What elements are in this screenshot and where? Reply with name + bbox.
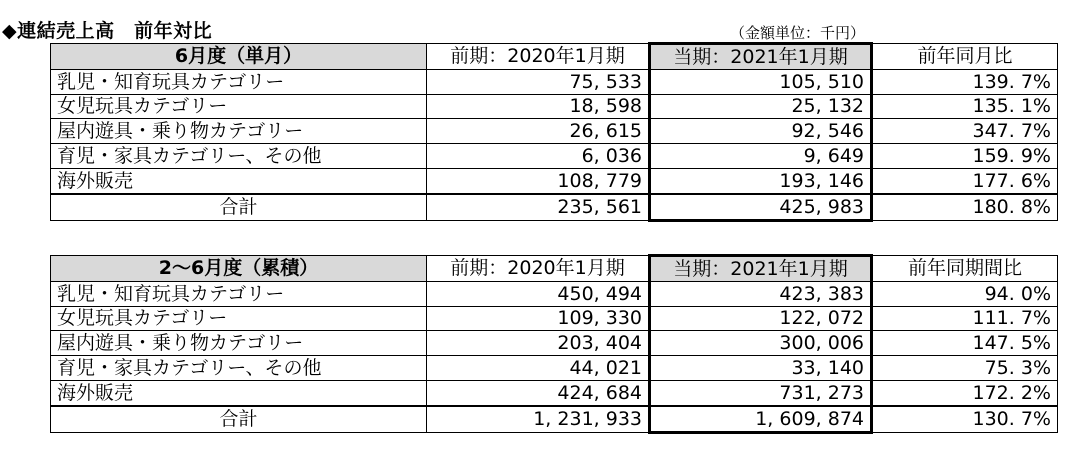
current-total-cell: 1, 609, 874 <box>650 406 872 432</box>
category-cell: 海外販売 <box>51 168 427 193</box>
yoy-total-cell: 130. 7% <box>872 406 1058 432</box>
category-header: 6月度（単月） <box>51 44 427 70</box>
prev-total-cell: 235, 561 <box>427 194 650 220</box>
prev-value-cell: 44, 021 <box>427 356 650 381</box>
total-label: 合計 <box>51 406 427 432</box>
prev-value-cell: 75, 533 <box>427 69 650 94</box>
cumulative-sales-table <box>50 254 1058 434</box>
yoy-cell: 172. 2% <box>872 380 1058 405</box>
yoy-total-cell: 180. 8% <box>872 194 1058 220</box>
prev-period-header: 前期：2020年1月期 <box>427 256 650 282</box>
current-value-cell: 193, 146 <box>650 168 872 193</box>
current-value-cell: 33, 140 <box>650 356 872 381</box>
unit-note: （金額単位：千円） <box>730 24 866 42</box>
prev-value-cell: 109, 330 <box>427 306 650 331</box>
category-cell: 乳児・知育玩具カテゴリー <box>51 281 427 306</box>
category-header: 2～6月度（累積） <box>51 256 427 282</box>
category-cell: 乳児・知育玩具カテゴリー <box>51 69 427 94</box>
yoy-header: 前年同月比 <box>872 44 1058 70</box>
table-row <box>51 306 1058 331</box>
current-value-cell: 92, 546 <box>650 119 872 144</box>
table-header-row <box>51 44 1058 70</box>
total-label: 合計 <box>51 194 427 220</box>
category-cell: 育児・家具カテゴリー、その他 <box>51 144 427 169</box>
monthly-sales-table <box>50 42 1058 222</box>
current-value-cell: 105, 510 <box>650 69 872 94</box>
category-cell: 女児玩具カテゴリー <box>51 94 427 119</box>
prev-value-cell: 203, 404 <box>427 331 650 356</box>
table-row <box>51 168 1058 193</box>
prev-total-cell: 1, 231, 933 <box>427 406 650 432</box>
total-row <box>51 194 1058 220</box>
prev-value-cell: 26, 615 <box>427 119 650 144</box>
current-value-cell: 300, 006 <box>650 331 872 356</box>
category-cell: 女児玩具カテゴリー <box>51 306 427 331</box>
yoy-cell: 94. 0% <box>872 281 1058 306</box>
current-period-header: 当期：2021年1月期 <box>650 256 872 282</box>
table-row <box>51 356 1058 381</box>
table-row <box>51 331 1058 356</box>
table-row <box>51 69 1058 94</box>
page-title: ◆連結売上高 前年対比 <box>2 20 213 42</box>
yoy-cell: 147. 5% <box>872 331 1058 356</box>
prev-value-cell: 108, 779 <box>427 168 650 193</box>
prev-value-cell: 450, 494 <box>427 281 650 306</box>
current-total-cell: 425, 983 <box>650 194 872 220</box>
yoy-cell: 111. 7% <box>872 306 1058 331</box>
category-cell: 屋内遊具・乗り物カテゴリー <box>51 119 427 144</box>
prev-period-header: 前期：2020年1月期 <box>427 44 650 70</box>
current-period-header: 当期：2021年1月期 <box>650 44 872 70</box>
table-row <box>51 119 1058 144</box>
yoy-cell: 159. 9% <box>872 144 1058 169</box>
table-row <box>51 380 1058 405</box>
prev-value-cell: 424, 684 <box>427 380 650 405</box>
table-header-row <box>51 256 1058 282</box>
category-cell: 屋内遊具・乗り物カテゴリー <box>51 331 427 356</box>
current-value-cell: 423, 383 <box>650 281 872 306</box>
table-row <box>51 281 1058 306</box>
table-row <box>51 144 1058 169</box>
yoy-cell: 139. 7% <box>872 69 1058 94</box>
current-value-cell: 25, 132 <box>650 94 872 119</box>
prev-value-cell: 6, 036 <box>427 144 650 169</box>
prev-value-cell: 18, 598 <box>427 94 650 119</box>
current-value-cell: 9, 649 <box>650 144 872 169</box>
category-cell: 育児・家具カテゴリー、その他 <box>51 356 427 381</box>
yoy-cell: 347. 7% <box>872 119 1058 144</box>
table-row <box>51 94 1058 119</box>
yoy-cell: 177. 6% <box>872 168 1058 193</box>
category-cell: 海外販売 <box>51 380 427 405</box>
yoy-header: 前年同期間比 <box>872 256 1058 282</box>
yoy-cell: 75. 3% <box>872 356 1058 381</box>
total-row <box>51 406 1058 432</box>
yoy-cell: 135. 1% <box>872 94 1058 119</box>
current-value-cell: 731, 273 <box>650 380 872 405</box>
current-value-cell: 122, 072 <box>650 306 872 331</box>
